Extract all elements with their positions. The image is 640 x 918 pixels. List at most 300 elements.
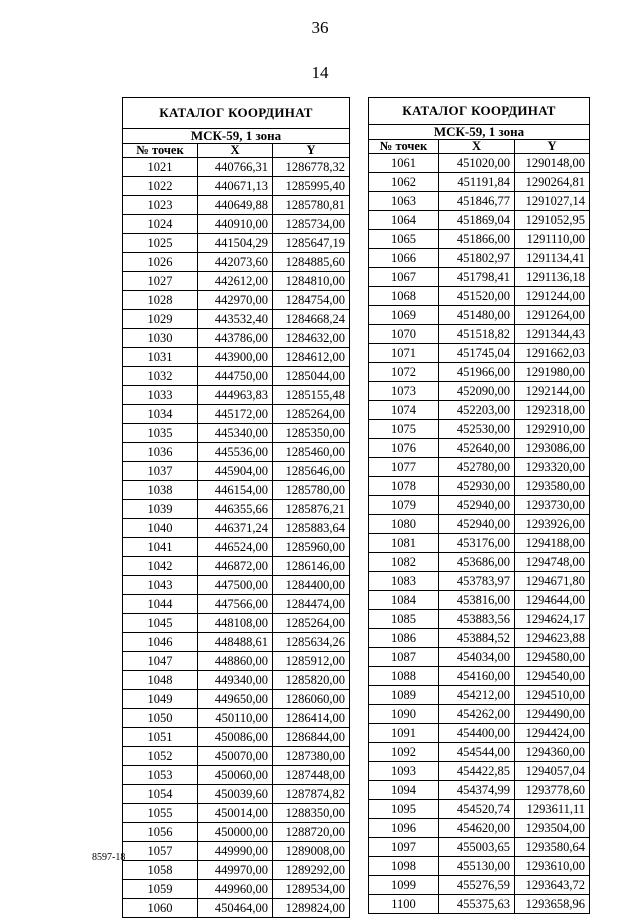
table-row [369,572,590,591]
y-coordinate-cell: 1285734,00 [273,215,350,234]
table-row [369,287,590,306]
x-coordinate-cell: 454034,00 [439,648,515,667]
point-number-cell: 1033 [123,386,198,405]
y-coordinate-cell: 1294623,88 [515,629,590,648]
x-coordinate-cell: 451745,04 [439,344,515,363]
table-row [123,500,350,519]
x-coordinate-cell: 454212,00 [439,686,515,705]
y-coordinate-cell: 1285876,21 [273,500,350,519]
table-row [123,291,350,310]
point-number-cell: 1087 [369,648,439,667]
x-coordinate-cell: 446872,00 [198,557,273,576]
table-row [369,591,590,610]
y-coordinate-cell: 1294580,00 [515,648,590,667]
point-number-cell: 1043 [123,576,198,595]
x-coordinate-cell: 443900,00 [198,348,273,367]
table-row [369,515,590,534]
x-coordinate-cell: 453884,52 [439,629,515,648]
y-coordinate-cell: 1284885,60 [273,253,350,272]
table-row [369,895,590,914]
point-number-cell: 1036 [123,443,198,462]
y-coordinate-cell: 1284668,24 [273,310,350,329]
table-row [123,804,350,823]
point-number-cell: 1061 [369,154,439,173]
table-row [123,196,350,215]
y-coordinate-cell: 1293580,64 [515,838,590,857]
y-coordinate-cell: 1289292,00 [273,861,350,880]
y-coordinate-cell: 1287448,00 [273,766,350,785]
y-coordinate-cell: 1291027,14 [515,192,590,211]
x-coordinate-cell: 451846,77 [439,192,515,211]
x-coordinate-cell: 452940,00 [439,496,515,515]
table-row [369,705,590,724]
y-coordinate-cell: 1284632,00 [273,329,350,348]
y-coordinate-cell: 1284612,00 [273,348,350,367]
y-coordinate-cell: 1285155,48 [273,386,350,405]
x-coordinate-cell: 448108,00 [198,614,273,633]
table-row [369,363,590,382]
table-row [123,614,350,633]
x-coordinate-cell: 453883,56 [439,610,515,629]
table-zone: МСК-59, 1 зона [123,129,350,144]
y-coordinate-cell: 1294540,00 [515,667,590,686]
table-row [369,819,590,838]
y-coordinate-cell: 1294671,80 [515,572,590,591]
point-number-cell: 1039 [123,500,198,519]
table-body [369,154,590,914]
x-coordinate-cell: 447566,00 [198,595,273,614]
x-coordinate-cell: 445340,00 [198,424,273,443]
table-row [123,215,350,234]
y-coordinate-cell: 1293580,00 [515,477,590,496]
table-row [123,671,350,690]
x-coordinate-cell: 451480,00 [439,306,515,325]
coordinate-catalog-table-right [368,97,590,914]
point-number-cell: 1030 [123,329,198,348]
point-number-cell: 1073 [369,382,439,401]
point-number-cell: 1023 [123,196,198,215]
table-row [123,234,350,253]
table-row [123,880,350,899]
point-number-cell: 1068 [369,287,439,306]
table-row [369,173,590,192]
x-coordinate-cell: 454620,00 [439,819,515,838]
x-coordinate-cell: 451869,04 [439,211,515,230]
table-row [123,538,350,557]
table-row [123,367,350,386]
table-row [369,800,590,819]
table-row [123,443,350,462]
y-coordinate-cell: 1286414,00 [273,709,350,728]
x-coordinate-cell: 450000,00 [198,823,273,842]
table-row [369,211,590,230]
x-coordinate-cell: 455375,63 [439,895,515,914]
point-number-cell: 1059 [123,880,198,899]
point-number-cell: 1052 [123,747,198,766]
x-coordinate-cell: 453176,00 [439,534,515,553]
point-number-cell: 1026 [123,253,198,272]
table-row [369,876,590,895]
point-number-cell: 1053 [123,766,198,785]
y-coordinate-cell: 1284810,00 [273,272,350,291]
table-row [123,329,350,348]
table-row [123,253,350,272]
y-coordinate-cell: 1293643,72 [515,876,590,895]
y-coordinate-cell: 1291662,03 [515,344,590,363]
y-coordinate-cell: 1288720,00 [273,823,350,842]
y-coordinate-cell: 1285634,26 [273,633,350,652]
point-number-cell: 1037 [123,462,198,481]
x-coordinate-cell: 452930,00 [439,477,515,496]
column-header-x: X [198,144,273,158]
y-coordinate-cell: 1294624,17 [515,610,590,629]
y-coordinate-cell: 1293730,00 [515,496,590,515]
table-row [369,344,590,363]
point-number-cell: 1038 [123,481,198,500]
point-number-cell: 1083 [369,572,439,591]
y-coordinate-cell: 1290264,81 [515,173,590,192]
point-number-cell: 1090 [369,705,439,724]
point-number-cell: 1022 [123,177,198,196]
x-coordinate-cell: 441504,29 [198,234,273,253]
table-row [369,553,590,572]
point-number-cell: 1065 [369,230,439,249]
x-coordinate-cell: 442612,00 [198,272,273,291]
point-number-cell: 1034 [123,405,198,424]
point-number-cell: 1044 [123,595,198,614]
point-number-cell: 1091 [369,724,439,743]
y-coordinate-cell: 1293320,00 [515,458,590,477]
x-coordinate-cell: 450464,00 [198,899,273,918]
table-row [123,576,350,595]
y-coordinate-cell: 1291244,00 [515,287,590,306]
table-row [123,652,350,671]
point-number-cell: 1045 [123,614,198,633]
y-coordinate-cell: 1292318,00 [515,401,590,420]
y-coordinate-cell: 1285044,00 [273,367,350,386]
point-number-cell: 1048 [123,671,198,690]
x-coordinate-cell: 451520,00 [439,287,515,306]
table-row [123,405,350,424]
x-coordinate-cell: 453816,00 [439,591,515,610]
x-coordinate-cell: 450110,00 [198,709,273,728]
y-coordinate-cell: 1284474,00 [273,595,350,614]
y-coordinate-cell: 1285883,64 [273,519,350,538]
table-row [369,667,590,686]
x-coordinate-cell: 454374,99 [439,781,515,800]
point-number-cell: 1024 [123,215,198,234]
point-number-cell: 1041 [123,538,198,557]
point-number-cell: 1040 [123,519,198,538]
x-coordinate-cell: 443786,00 [198,329,273,348]
y-coordinate-cell: 1285264,00 [273,405,350,424]
y-coordinate-cell: 1294510,00 [515,686,590,705]
table-row [123,785,350,804]
y-coordinate-cell: 1285780,81 [273,196,350,215]
x-coordinate-cell: 446355,66 [198,500,273,519]
y-coordinate-cell: 1293611,11 [515,800,590,819]
x-coordinate-cell: 454544,00 [439,743,515,762]
x-coordinate-cell: 454160,00 [439,667,515,686]
table-row [123,481,350,500]
y-coordinate-cell: 1288350,00 [273,804,350,823]
x-coordinate-cell: 454422,85 [439,762,515,781]
y-coordinate-cell: 1285780,00 [273,481,350,500]
y-coordinate-cell: 1289534,00 [273,880,350,899]
table-row [123,348,350,367]
table-row [123,766,350,785]
table-row [123,842,350,861]
table-row [369,857,590,876]
column-header-y: Y [515,140,590,154]
x-coordinate-cell: 450014,00 [198,804,273,823]
x-coordinate-cell: 451802,97 [439,249,515,268]
page-number: 36 [311,18,329,37]
x-coordinate-cell: 445536,00 [198,443,273,462]
table-row [123,899,350,918]
table-row [369,629,590,648]
table-row [369,610,590,629]
y-coordinate-cell: 1294424,00 [515,724,590,743]
y-coordinate-cell: 1293610,00 [515,857,590,876]
y-coordinate-cell: 1294644,00 [515,591,590,610]
x-coordinate-cell: 455276,59 [439,876,515,895]
y-coordinate-cell: 1285960,00 [273,538,350,557]
x-coordinate-cell: 452780,00 [439,458,515,477]
y-coordinate-cell: 1285264,00 [273,614,350,633]
table-row [123,519,350,538]
point-number-cell: 1088 [369,667,439,686]
footer-code: 8597-18 [92,852,126,863]
x-coordinate-cell: 455003,65 [439,838,515,857]
x-coordinate-cell: 450086,00 [198,728,273,747]
table-row [369,477,590,496]
y-coordinate-cell: 1293926,00 [515,515,590,534]
point-number-cell: 1060 [123,899,198,918]
x-coordinate-cell: 443532,40 [198,310,273,329]
y-coordinate-cell: 1291136,18 [515,268,590,287]
point-number-cell: 1051 [123,728,198,747]
x-coordinate-cell: 446524,00 [198,538,273,557]
x-coordinate-cell: 442073,60 [198,253,273,272]
point-number-cell: 1092 [369,743,439,762]
y-coordinate-cell: 1286844,00 [273,728,350,747]
table-row [369,306,590,325]
point-number-cell: 1028 [123,291,198,310]
y-coordinate-cell: 1293504,00 [515,819,590,838]
y-coordinate-cell: 1285460,00 [273,443,350,462]
y-coordinate-cell: 1286778,32 [273,158,350,177]
point-number-cell: 1035 [123,424,198,443]
x-coordinate-cell: 452530,00 [439,420,515,439]
table-row [123,595,350,614]
y-coordinate-cell: 1294057,04 [515,762,590,781]
y-coordinate-cell: 1294188,00 [515,534,590,553]
table-row [123,633,350,652]
table-row [369,382,590,401]
point-number-cell: 1057 [123,842,198,861]
point-number-cell: 1027 [123,272,198,291]
point-number-cell: 1075 [369,420,439,439]
point-number-cell: 1074 [369,401,439,420]
x-coordinate-cell: 450060,00 [198,766,273,785]
table-row [369,686,590,705]
x-coordinate-cell: 450070,00 [198,747,273,766]
x-coordinate-cell: 453783,97 [439,572,515,591]
x-coordinate-cell: 440671,13 [198,177,273,196]
point-number-cell: 1078 [369,477,439,496]
point-number-cell: 1080 [369,515,439,534]
x-coordinate-cell: 451866,00 [439,230,515,249]
y-coordinate-cell: 1291980,00 [515,363,590,382]
table-row [369,458,590,477]
table-row [369,401,590,420]
x-coordinate-cell: 448488,61 [198,633,273,652]
x-coordinate-cell: 451966,00 [439,363,515,382]
point-number-cell: 1064 [369,211,439,230]
point-number-cell: 1076 [369,439,439,458]
point-number-cell: 1047 [123,652,198,671]
y-coordinate-cell: 1294490,00 [515,705,590,724]
table-row [123,557,350,576]
table-row [123,272,350,291]
coordinate-catalog-table-left [122,97,350,918]
point-number-cell: 1071 [369,344,439,363]
point-number-cell: 1025 [123,234,198,253]
table-row [369,249,590,268]
table-body [123,158,350,918]
point-number-cell: 1077 [369,458,439,477]
y-coordinate-cell: 1291264,00 [515,306,590,325]
point-number-cell: 1050 [123,709,198,728]
point-number-cell: 1049 [123,690,198,709]
point-number-cell: 1029 [123,310,198,329]
y-coordinate-cell: 1285647,19 [273,234,350,253]
table-title: КАТАЛОГ КООРДИНАТ [123,98,350,129]
x-coordinate-cell: 440910,00 [198,215,273,234]
column-header-point-number: № точек [123,144,198,158]
x-coordinate-cell: 449990,00 [198,842,273,861]
table-row [369,781,590,800]
table-row [369,325,590,344]
x-coordinate-cell: 449970,00 [198,861,273,880]
x-coordinate-cell: 454262,00 [439,705,515,724]
y-coordinate-cell: 1289824,00 [273,899,350,918]
x-coordinate-cell: 446371,24 [198,519,273,538]
point-number-cell: 1070 [369,325,439,344]
table-row [369,230,590,249]
x-coordinate-cell: 451798,41 [439,268,515,287]
y-coordinate-cell: 1285350,00 [273,424,350,443]
point-number-cell: 1084 [369,591,439,610]
x-coordinate-cell: 454400,00 [439,724,515,743]
sheet-number: 14 [311,63,329,82]
point-number-cell: 1082 [369,553,439,572]
y-coordinate-cell: 1293658,96 [515,895,590,914]
table-row [123,158,350,177]
table-row [369,439,590,458]
point-number-cell: 1095 [369,800,439,819]
table-row [123,386,350,405]
y-coordinate-cell: 1293778,60 [515,781,590,800]
x-coordinate-cell: 442970,00 [198,291,273,310]
table-row [123,424,350,443]
point-number-cell: 1072 [369,363,439,382]
point-number-cell: 1042 [123,557,198,576]
x-coordinate-cell: 452640,00 [439,439,515,458]
x-coordinate-cell: 451191,84 [439,173,515,192]
point-number-cell: 1079 [369,496,439,515]
x-coordinate-cell: 449650,00 [198,690,273,709]
point-number-cell: 1055 [123,804,198,823]
x-coordinate-cell: 440766,31 [198,158,273,177]
table-row [123,861,350,880]
y-coordinate-cell: 1289008,00 [273,842,350,861]
y-coordinate-cell: 1291344,43 [515,325,590,344]
point-number-cell: 1098 [369,857,439,876]
x-coordinate-cell: 444963,83 [198,386,273,405]
point-number-cell: 1085 [369,610,439,629]
point-number-cell: 1046 [123,633,198,652]
table-row [369,154,590,173]
y-coordinate-cell: 1286146,00 [273,557,350,576]
point-number-cell: 1086 [369,629,439,648]
x-coordinate-cell: 449960,00 [198,880,273,899]
point-number-cell: 1056 [123,823,198,842]
x-coordinate-cell: 445904,00 [198,462,273,481]
x-coordinate-cell: 451518,82 [439,325,515,344]
point-number-cell: 1093 [369,762,439,781]
table-row [369,496,590,515]
x-coordinate-cell: 446154,00 [198,481,273,500]
table-row [123,690,350,709]
y-coordinate-cell: 1292910,00 [515,420,590,439]
y-coordinate-cell: 1292144,00 [515,382,590,401]
point-number-cell: 1063 [369,192,439,211]
y-coordinate-cell: 1284400,00 [273,576,350,595]
point-number-cell: 1032 [123,367,198,386]
y-coordinate-cell: 1285820,00 [273,671,350,690]
y-coordinate-cell: 1285912,00 [273,652,350,671]
point-number-cell: 1094 [369,781,439,800]
table-row [123,462,350,481]
x-coordinate-cell: 451020,00 [439,154,515,173]
point-number-cell: 1066 [369,249,439,268]
x-coordinate-cell: 455130,00 [439,857,515,876]
table-zone: МСК-59, 1 зона [369,125,590,140]
x-coordinate-cell: 452940,00 [439,515,515,534]
column-header-point-number: № точек [369,140,439,154]
y-coordinate-cell: 1285646,00 [273,462,350,481]
point-number-cell: 1099 [369,876,439,895]
x-coordinate-cell: 449340,00 [198,671,273,690]
y-coordinate-cell: 1291110,00 [515,230,590,249]
point-number-cell: 1054 [123,785,198,804]
point-number-cell: 1100 [369,895,439,914]
point-number-cell: 1069 [369,306,439,325]
point-number-cell: 1089 [369,686,439,705]
point-number-cell: 1021 [123,158,198,177]
point-number-cell: 1062 [369,173,439,192]
x-coordinate-cell: 447500,00 [198,576,273,595]
y-coordinate-cell: 1293086,00 [515,439,590,458]
y-coordinate-cell: 1291052,95 [515,211,590,230]
y-coordinate-cell: 1287874,82 [273,785,350,804]
table-row [123,823,350,842]
table-row [369,743,590,762]
table-title: КАТАЛОГ КООРДИНАТ [369,98,590,125]
table-row [123,310,350,329]
